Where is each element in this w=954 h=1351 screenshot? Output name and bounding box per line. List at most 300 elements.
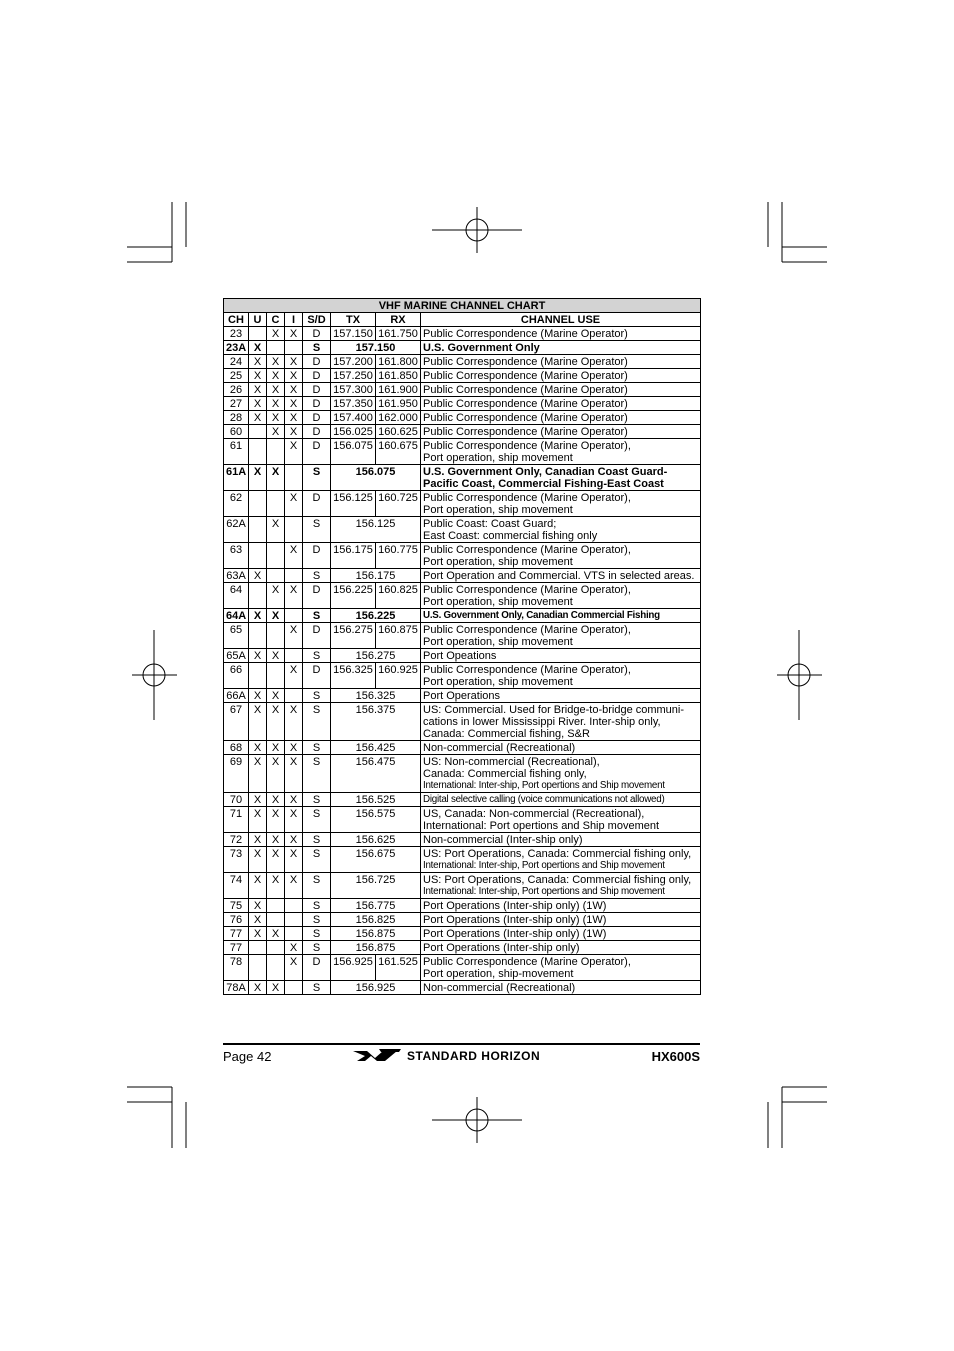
cell-c (267, 913, 285, 927)
cell-sd: D (303, 543, 331, 569)
channel-use-line: Port Opeations (423, 650, 497, 662)
cell-ch: 63 (224, 543, 249, 569)
cell-rx: 161.950 (376, 397, 421, 411)
table-row (224, 741, 701, 755)
cell-tx: 157.350 (331, 397, 376, 411)
cell-u: X (249, 569, 267, 583)
table-body (224, 327, 701, 995)
table-row (224, 755, 701, 793)
channel-use-line: Port operation, ship movement (423, 452, 573, 464)
cell-i (285, 899, 303, 913)
channel-use-line: Public Correspondence (Marine Operator) (423, 370, 628, 382)
cell-channel-use (421, 981, 701, 995)
cell-sd: S (303, 569, 331, 583)
cell-i (285, 981, 303, 995)
channel-use-line: Non-commercial (Inter-ship only) (423, 834, 583, 846)
cell-i: X (285, 755, 303, 793)
cell-sd: D (303, 411, 331, 425)
cell-u: X (249, 833, 267, 847)
cell-i: X (285, 491, 303, 517)
cell-c: X (267, 649, 285, 663)
channel-use-line: Public Coast: Coast Guard; (423, 518, 557, 530)
cell-c: X (267, 807, 285, 833)
cell-freq: 156.775 (331, 899, 421, 913)
cell-channel-use (421, 847, 701, 873)
column-header: TX (331, 313, 376, 327)
cell-sd: S (303, 873, 331, 899)
cell-sd: D (303, 327, 331, 341)
cell-tx: 156.275 (331, 623, 376, 649)
footer-rule (223, 1043, 700, 1045)
cell-channel-use (421, 807, 701, 833)
cell-channel-use (421, 517, 701, 543)
cell-rx: 160.875 (376, 623, 421, 649)
cell-i (285, 913, 303, 927)
cell-c (267, 623, 285, 649)
column-header: C (267, 313, 285, 327)
cell-c: X (267, 793, 285, 807)
table-row (224, 355, 701, 369)
cell-ch: 24 (224, 355, 249, 369)
table-row (224, 649, 701, 663)
channel-use-line: Port operation, ship movement (423, 676, 573, 688)
cell-sd: S (303, 703, 331, 741)
cell-u (249, 517, 267, 543)
channel-use-line: Public Correspondence (Marine Operator), (423, 664, 631, 676)
cell-sd: S (303, 927, 331, 941)
cell-ch: 69 (224, 755, 249, 793)
cell-ch: 70 (224, 793, 249, 807)
cell-freq: 156.825 (331, 913, 421, 927)
cell-u: X (249, 793, 267, 807)
cell-rx: 160.675 (376, 439, 421, 465)
table-row (224, 703, 701, 741)
cell-ch: 60 (224, 425, 249, 439)
cell-sd: S (303, 899, 331, 913)
cell-c (267, 955, 285, 981)
cell-sd: D (303, 439, 331, 465)
cell-tx: 156.075 (331, 439, 376, 465)
cell-c: X (267, 383, 285, 397)
cell-i: X (285, 355, 303, 369)
cell-ch: 67 (224, 703, 249, 741)
cell-freq: 156.225 (331, 609, 421, 623)
channel-use-line: cations in lower Mississippi River. Inter-ship only, (423, 716, 661, 728)
cell-sd: D (303, 383, 331, 397)
cell-c: X (267, 327, 285, 341)
cell-c: X (267, 703, 285, 741)
cell-i: X (285, 543, 303, 569)
cell-i (285, 609, 303, 623)
cell-i (285, 569, 303, 583)
table-row (224, 411, 701, 425)
brand-name: STANDARD HORIZON (407, 1049, 541, 1063)
table-row (224, 955, 701, 981)
channel-use-line: Public Correspondence (Marine Operator), (423, 624, 631, 636)
cell-channel-use (421, 341, 701, 355)
cell-c: X (267, 411, 285, 425)
cell-channel-use (421, 425, 701, 439)
cell-rx: 161.525 (376, 955, 421, 981)
cell-u: X (249, 411, 267, 425)
table-row (224, 941, 701, 955)
channel-use-line: Port operation, ship movement (423, 596, 573, 608)
cell-freq: 156.125 (331, 517, 421, 543)
cell-sd: S (303, 847, 331, 873)
cell-i: X (285, 425, 303, 439)
cell-freq: 156.875 (331, 927, 421, 941)
cell-channel-use (421, 355, 701, 369)
cell-channel-use (421, 649, 701, 663)
cell-tx: 157.250 (331, 369, 376, 383)
brand-logo (353, 1047, 540, 1065)
cell-ch: 23A (224, 341, 249, 355)
cell-rx: 160.825 (376, 583, 421, 609)
cell-ch: 25 (224, 369, 249, 383)
table-row (224, 899, 701, 913)
cell-ch: 65A (224, 649, 249, 663)
cell-c: X (267, 425, 285, 439)
channel-use-line: U.S. Government Only (423, 342, 540, 354)
channel-use-line: U.S. Government Only, Canadian Coast Guard- (423, 466, 668, 478)
cell-rx: 161.900 (376, 383, 421, 397)
table-row (224, 439, 701, 465)
cell-sd: D (303, 663, 331, 689)
cell-sd: S (303, 609, 331, 623)
table-row (224, 369, 701, 383)
cell-i (285, 689, 303, 703)
table-row (224, 833, 701, 847)
channel-use-line: Port operation, ship movement (423, 504, 573, 516)
cell-tx: 157.200 (331, 355, 376, 369)
cell-ch: 23 (224, 327, 249, 341)
cell-channel-use (421, 927, 701, 941)
cell-ch: 78A (224, 981, 249, 995)
cell-i: X (285, 703, 303, 741)
channel-use-line: Canada: Commercial fishing, S&R (423, 728, 590, 740)
cell-ch: 73 (224, 847, 249, 873)
cell-channel-use (421, 543, 701, 569)
cell-sd: S (303, 807, 331, 833)
cell-channel-use (421, 755, 701, 793)
cell-ch: 74 (224, 873, 249, 899)
cell-channel-use (421, 491, 701, 517)
cell-channel-use (421, 741, 701, 755)
table-title: VHF MARINE CHANNEL CHART (224, 299, 701, 313)
model-name: HX600S (651, 1049, 700, 1064)
page-number: Page 42 (223, 1049, 272, 1064)
table-row (224, 583, 701, 609)
cell-ch: 77 (224, 927, 249, 941)
brand-wave-icon (353, 1048, 401, 1064)
cell-c (267, 341, 285, 355)
cell-freq: 156.475 (331, 755, 421, 793)
channel-use-line: Public Correspondence (Marine Operator), (423, 584, 631, 596)
table-row (224, 327, 701, 341)
cell-channel-use (421, 465, 701, 491)
channel-use-line: Public Correspondence (Marine Operator), (423, 492, 631, 504)
channel-chart-table (223, 298, 701, 995)
cell-ch: 61A (224, 465, 249, 491)
cell-freq: 156.325 (331, 689, 421, 703)
cell-channel-use (421, 569, 701, 583)
cell-u: X (249, 755, 267, 793)
cell-i: X (285, 397, 303, 411)
cell-i: X (285, 807, 303, 833)
cell-i: X (285, 741, 303, 755)
cell-ch: 64 (224, 583, 249, 609)
cell-u (249, 543, 267, 569)
cell-freq: 156.175 (331, 569, 421, 583)
cell-ch: 64A (224, 609, 249, 623)
cell-sd: S (303, 941, 331, 955)
cell-ch: 68 (224, 741, 249, 755)
cell-i (285, 465, 303, 491)
cell-channel-use (421, 913, 701, 927)
cell-freq: 156.375 (331, 703, 421, 741)
cell-i: X (285, 941, 303, 955)
cell-sd: S (303, 913, 331, 927)
cell-channel-use (421, 583, 701, 609)
cell-c: X (267, 927, 285, 941)
cell-u (249, 491, 267, 517)
channel-use-line: Non-commercial (Recreational) (423, 742, 576, 754)
cell-ch: 66 (224, 663, 249, 689)
channel-use-line: Public Correspondence (Marine Operator) (423, 356, 628, 368)
cell-u: X (249, 465, 267, 491)
channel-use-line: U.S. Government Only, Canadian Commercial Fishing (423, 610, 660, 621)
table-row (224, 807, 701, 833)
cell-i: X (285, 583, 303, 609)
channel-use-line: Pacific Coast, Commercial Fishing-East Coast (423, 478, 664, 490)
cell-ch: 65 (224, 623, 249, 649)
cell-rx: 160.725 (376, 491, 421, 517)
cell-u: X (249, 649, 267, 663)
cell-i: X (285, 833, 303, 847)
channel-use-line: Port Operation and Commercial. VTS in selected areas. (423, 570, 695, 582)
cell-i: X (285, 793, 303, 807)
cell-u: X (249, 873, 267, 899)
cell-sd: S (303, 981, 331, 995)
cell-u: X (249, 913, 267, 927)
cell-sd: S (303, 833, 331, 847)
cell-i: X (285, 369, 303, 383)
cell-channel-use (421, 873, 701, 899)
cell-freq: 156.875 (331, 941, 421, 955)
channel-use-line: Public Correspondence (Marine Operator) (423, 426, 628, 438)
cell-u: X (249, 689, 267, 703)
cell-sd: D (303, 623, 331, 649)
cell-i: X (285, 327, 303, 341)
cell-channel-use (421, 955, 701, 981)
cell-c: X (267, 689, 285, 703)
cell-u: X (249, 609, 267, 623)
cell-c (267, 543, 285, 569)
cell-c (267, 439, 285, 465)
cell-u (249, 941, 267, 955)
cell-ch: 62 (224, 491, 249, 517)
cell-c: X (267, 981, 285, 995)
cell-c (267, 569, 285, 583)
channel-use-line: International: Inter-ship, Port opertions and Ship movement (423, 886, 665, 897)
cell-freq: 156.525 (331, 793, 421, 807)
channel-use-line: International: Inter-ship, Port opertions and Ship movement (423, 780, 665, 791)
cell-u: X (249, 741, 267, 755)
column-header: CHANNEL USE (421, 313, 701, 327)
cell-freq: 156.725 (331, 873, 421, 899)
cell-c: X (267, 355, 285, 369)
cell-u: X (249, 341, 267, 355)
cell-freq: 156.425 (331, 741, 421, 755)
cell-ch: 28 (224, 411, 249, 425)
cell-rx: 161.750 (376, 327, 421, 341)
cell-sd: S (303, 465, 331, 491)
cell-channel-use (421, 941, 701, 955)
table-row (224, 425, 701, 439)
cell-sd: D (303, 355, 331, 369)
cell-u (249, 663, 267, 689)
cell-i: X (285, 847, 303, 873)
channel-use-line: Port operation, ship-movement (423, 968, 574, 980)
cell-u: X (249, 355, 267, 369)
channel-use-line: International: Inter-ship, Port opertions and Ship movement (423, 860, 665, 871)
cell-c: X (267, 741, 285, 755)
cell-tx: 156.925 (331, 955, 376, 981)
cell-u: X (249, 369, 267, 383)
table-row (224, 847, 701, 873)
cell-channel-use (421, 439, 701, 465)
cell-ch: 75 (224, 899, 249, 913)
cell-sd: S (303, 755, 331, 793)
table-row (224, 913, 701, 927)
cell-ch: 61 (224, 439, 249, 465)
cell-tx: 156.025 (331, 425, 376, 439)
table-row (224, 491, 701, 517)
channel-use-line: East Coast: commercial fishing only (423, 530, 598, 542)
cell-sd: D (303, 369, 331, 383)
cell-rx: 160.625 (376, 425, 421, 439)
cell-rx: 161.850 (376, 369, 421, 383)
column-header: CH (224, 313, 249, 327)
cell-u: X (249, 847, 267, 873)
cell-channel-use (421, 609, 701, 623)
cell-c: X (267, 873, 285, 899)
cell-freq: 156.925 (331, 981, 421, 995)
header-row (224, 313, 701, 327)
cell-c (267, 899, 285, 913)
cell-u: X (249, 383, 267, 397)
cell-channel-use (421, 383, 701, 397)
cell-ch: 76 (224, 913, 249, 927)
cell-ch: 71 (224, 807, 249, 833)
cell-i (285, 517, 303, 543)
cell-c (267, 491, 285, 517)
cell-c: X (267, 583, 285, 609)
cell-ch: 77 (224, 941, 249, 955)
cell-channel-use (421, 411, 701, 425)
channel-use-line: International: Port opertions and Ship movement (423, 820, 660, 832)
cell-i: X (285, 955, 303, 981)
channel-use-line: Port Operations (Inter-ship only) (423, 942, 580, 954)
cell-sd: S (303, 341, 331, 355)
column-header: S/D (303, 313, 331, 327)
channel-use-line: Public Correspondence (Marine Operator), (423, 956, 631, 968)
cell-rx: 161.800 (376, 355, 421, 369)
cell-sd: D (303, 491, 331, 517)
cell-c: X (267, 465, 285, 491)
cell-i (285, 649, 303, 663)
cell-sd: S (303, 793, 331, 807)
cell-freq: 156.575 (331, 807, 421, 833)
cell-tx: 156.225 (331, 583, 376, 609)
cell-c: X (267, 609, 285, 623)
cell-c: X (267, 397, 285, 411)
channel-use-line: Public Correspondence (Marine Operator) (423, 412, 628, 424)
cell-sd: D (303, 583, 331, 609)
cell-rx: 162.000 (376, 411, 421, 425)
cell-sd: S (303, 741, 331, 755)
cell-u: X (249, 703, 267, 741)
channel-use-line: US: Port Operations, Canada: Commercial fishing only, (423, 874, 692, 886)
cell-u (249, 425, 267, 439)
cell-i: X (285, 411, 303, 425)
cell-c: X (267, 517, 285, 543)
cell-ch: 63A (224, 569, 249, 583)
cell-tx: 156.175 (331, 543, 376, 569)
cell-i: X (285, 663, 303, 689)
channel-use-line: Public Correspondence (Marine Operator), (423, 544, 631, 556)
cell-i (285, 927, 303, 941)
cell-ch: 78 (224, 955, 249, 981)
channel-use-line: Port Operations (Inter-ship only) (1W) (423, 914, 607, 926)
cell-c (267, 663, 285, 689)
table-row (224, 981, 701, 995)
table-row (224, 927, 701, 941)
table-row (224, 663, 701, 689)
channel-use-line: US, Canada: Non-commercial (Recreational), (423, 808, 645, 820)
channel-use-line: Port Operations (Inter-ship only) (1W) (423, 928, 607, 940)
channel-use-line: Port Operations (423, 690, 501, 702)
cell-channel-use (421, 623, 701, 649)
cell-c: X (267, 369, 285, 383)
table-row (224, 873, 701, 899)
cell-u: X (249, 981, 267, 995)
channel-use-line: Port operation, ship movement (423, 556, 573, 568)
cell-u (249, 955, 267, 981)
cell-ch: 72 (224, 833, 249, 847)
cell-channel-use (421, 793, 701, 807)
column-header: U (249, 313, 267, 327)
cell-freq: 157.150 (331, 341, 421, 355)
table-row (224, 397, 701, 411)
cell-tx: 157.150 (331, 327, 376, 341)
channel-use-line: Port operation, ship movement (423, 636, 573, 648)
cell-ch: 26 (224, 383, 249, 397)
cell-ch: 27 (224, 397, 249, 411)
table-row (224, 383, 701, 397)
channel-use-line: Port Operations (Inter-ship only) (1W) (423, 900, 607, 912)
cell-i: X (285, 623, 303, 649)
cell-rx: 160.775 (376, 543, 421, 569)
table-row (224, 341, 701, 355)
cell-u (249, 327, 267, 341)
channel-use-line: Public Correspondence (Marine Operator) (423, 398, 628, 410)
cell-c: X (267, 847, 285, 873)
cell-u (249, 623, 267, 649)
table-row (224, 517, 701, 543)
cell-u: X (249, 397, 267, 411)
cell-channel-use (421, 369, 701, 383)
